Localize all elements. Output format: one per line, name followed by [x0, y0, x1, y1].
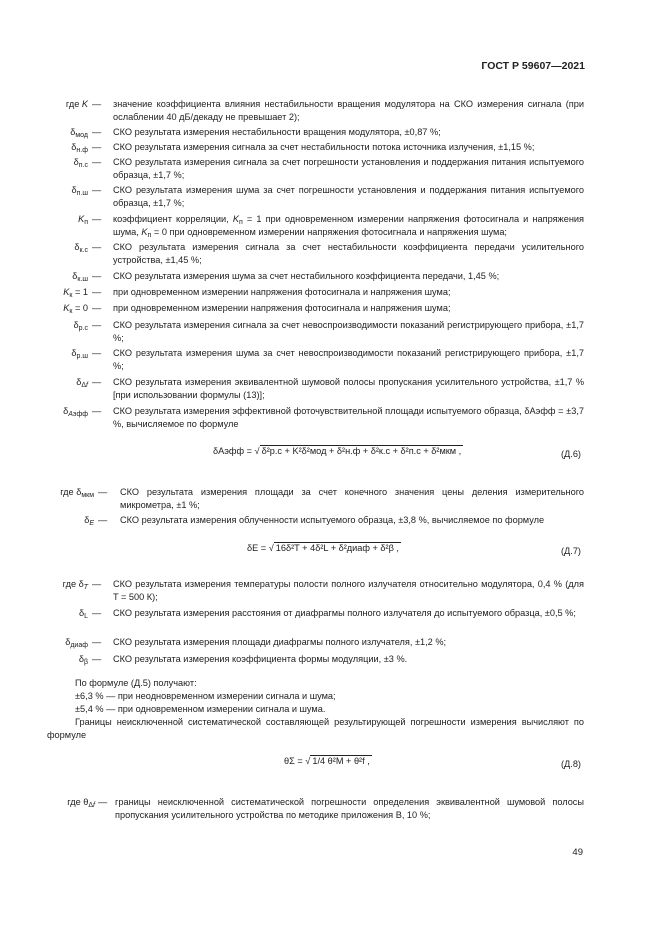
equation-number-d7: (Д.7) [560, 546, 581, 556]
equation-d7: δE = √ 16δ²T + 4δ²L + δ²диаф + δ²β , [247, 543, 399, 553]
definition-k: где K — значение коэффициента влияния нестабильности вращения модулятора на СКО измерения сигнала (при ослаблении 40 дБ/декаду не превышает 2); [65, 99, 584, 122]
equation-d8: θΣ = √ 1/4 θ²M + θ²f , [284, 756, 370, 766]
document-standard-header: ГОСТ Р 59607—2021 [481, 60, 585, 72]
def-symbol: где K [65, 99, 88, 109]
page-number: 49 [572, 847, 583, 858]
def-text-kp: коэффициент корреляции, $K_п = 1$ при одновременном измерении напряжения фотосигнала и напряжения шума, $K_п = 0$ при одновременном измерении напряжения фотосигнала и напряжения шума; [113, 214, 584, 239]
def-text: значение коэффициента влияния нестабильности вращения модулятора на СКО измерения сигнала (при ослаблении 40 дБ/декаду не превышает 2); [113, 99, 584, 122]
equation-number-d6: (Д.6) [560, 449, 581, 459]
paragraph-boundaries: Границы неисключенной систематической составляющей результирующей погрешности измерения вычисляют по формуле [47, 717, 584, 740]
equation-d6: δAэфф = √ δ²р.с + K²δ²мод + δ²н.ф + δ²к.с + δ²п.с + δ²мкм , [213, 446, 462, 456]
paragraph-results: По формуле (Д.5) получают: ±6,3 % — при неодновременном измерении сигнала и шума; ±5,4 % — при одновременном измерении сигнала и шума. [75, 678, 336, 714]
equation-number-d8: (Д.8) [560, 759, 581, 769]
